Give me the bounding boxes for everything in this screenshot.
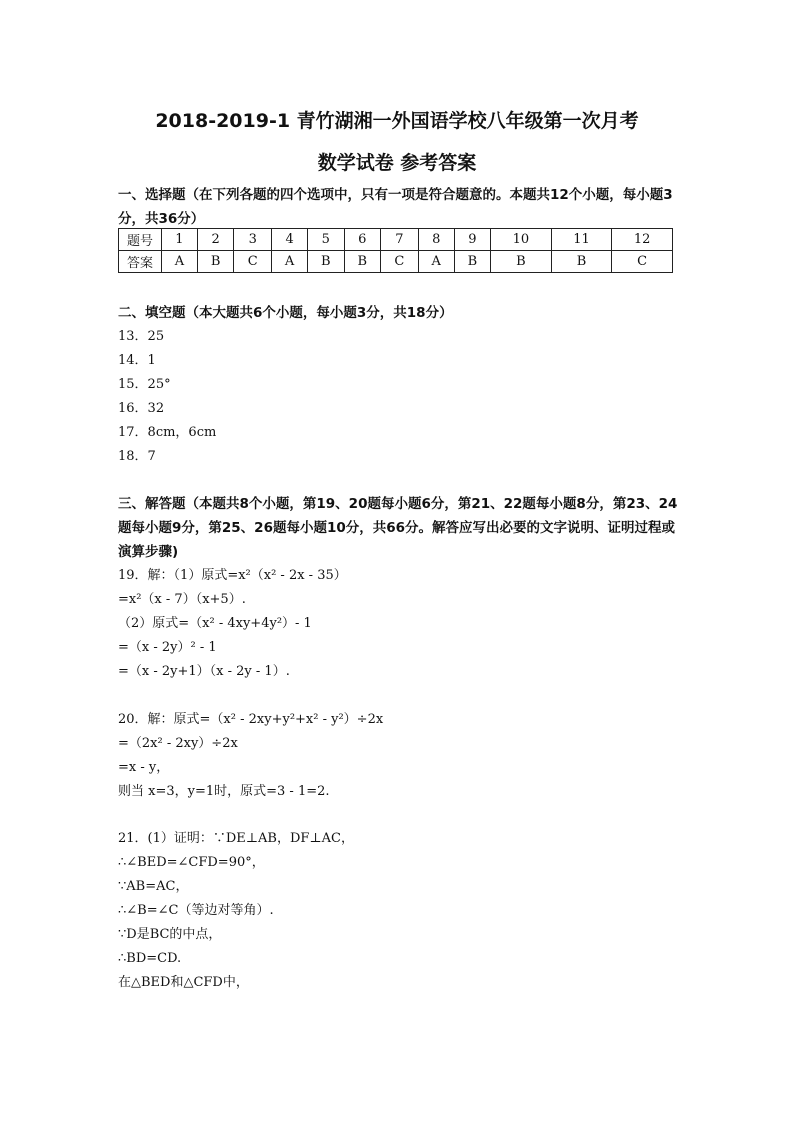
solution-line: 20．解：原式=（x² - 2xy+y²+x² - y²）÷2x	[118, 712, 384, 727]
section-heading-solve: 三、解答题（本题共8个小题，第19、20题每小题6分，第21、22题每小题8分，第23、24题每小题9分，第25、26题每小题10分，共66分。解答应写出必要的文字说明、证明过程或演算步骤)	[118, 496, 678, 560]
table-cell: 1	[162, 229, 198, 251]
list-item: 14．1	[118, 353, 156, 368]
solution-line: ∴∠BED=∠CFD=90°，	[118, 855, 265, 870]
table-cell: 7	[380, 229, 418, 251]
list-item: 18．7	[118, 449, 156, 464]
table-cell: B	[197, 251, 233, 273]
solution-line: （2）原式=（x² - 4xy+4y²）- 1	[118, 616, 312, 631]
section-heading-fill: 二、填空题（本大题共6个小题，每小题3分，共18分）	[118, 305, 453, 321]
list-item: 17．8cm，6cm	[118, 425, 217, 440]
table-cell: A	[162, 251, 198, 273]
solution-line: 则当 x=3，y=1时，原式=3 - 1=2.	[118, 784, 330, 799]
solution-line: =x²（x - 7）（x+5）.	[118, 592, 246, 607]
list-item: 13．25	[118, 329, 165, 344]
table-cell: A	[272, 251, 308, 273]
table-cell: B	[491, 251, 552, 273]
answer-table	[118, 228, 673, 273]
solution-line: =（x - 2y+1）（x - 2y - 1）.	[118, 664, 290, 679]
table-cell: 3	[234, 229, 272, 251]
table-cell: C	[380, 251, 418, 273]
table-cell: 2	[197, 229, 233, 251]
solution-line: =（2x² - 2xy）÷2x	[118, 736, 238, 751]
solution-line: ∵D是BC的中点，	[118, 927, 222, 942]
solution-line: 19．解：（1）原式=x²（x² - 2x - 35）	[118, 568, 347, 583]
solution-line: ∵AB=AC，	[118, 879, 189, 894]
table-cell: 6	[344, 229, 380, 251]
list-item: 16．32	[118, 401, 165, 416]
solution-line: 21．(1）证明：∵DE⊥AB，DF⊥AC，	[118, 831, 354, 846]
row-label-number: 题号	[119, 229, 162, 251]
table-cell: 10	[491, 229, 552, 251]
table-cell: 5	[308, 229, 344, 251]
table-cell: B	[308, 251, 344, 273]
section-heading-choice: 一、选择题（在下列各题的四个选项中，只有一项是符合题意的。本题共12个小题，每小题3分，共36分）	[118, 187, 673, 227]
page-title: 2018-2019-1 青竹湖湘一外国语学校八年级第一次月考	[155, 110, 639, 132]
table-cell: B	[551, 251, 612, 273]
table-row-numbers	[119, 229, 673, 251]
table-row-answers	[119, 251, 673, 273]
page-subtitle: 数学试卷 参考答案	[317, 152, 477, 174]
table-cell: B	[454, 251, 490, 273]
table-cell: 11	[551, 229, 612, 251]
table-cell: C	[612, 251, 673, 273]
solution-line: ∴BD=CD.	[118, 951, 182, 966]
table-cell: A	[418, 251, 454, 273]
row-label-answer: 答案	[119, 251, 162, 273]
table-cell: C	[234, 251, 272, 273]
list-item: 15．25°	[118, 377, 171, 392]
table-cell: 8	[418, 229, 454, 251]
table-cell: 4	[272, 229, 308, 251]
solution-line: 在△BED和△CFD中，	[118, 975, 249, 990]
table-cell: B	[344, 251, 380, 273]
table-cell: 12	[612, 229, 673, 251]
solution-line: ∴∠B=∠C（等边对等角）.	[118, 903, 274, 918]
solution-line: =x - y，	[118, 760, 170, 775]
solution-line: =（x - 2y）² - 1	[118, 640, 217, 655]
table-cell: 9	[454, 229, 490, 251]
